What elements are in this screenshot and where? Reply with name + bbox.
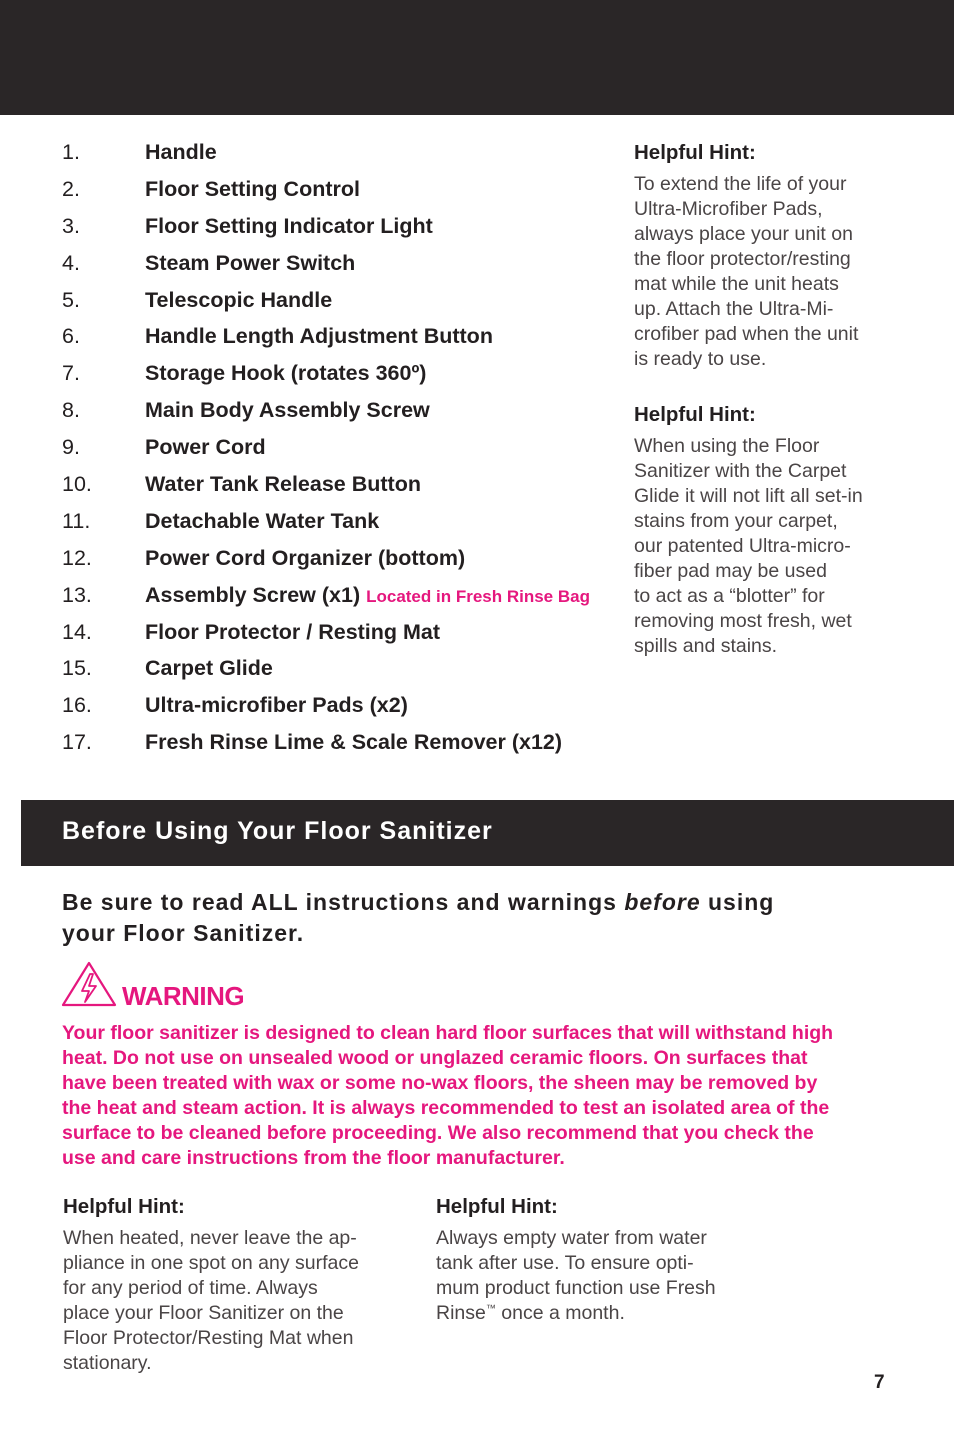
hint-text: To extend the life of your Ultra-Microfiber Pads, always place your unit on the floor protector/resting mat while the unit heats up. Attach the Ultra-Mi- crofiber pad when the unit is ready to use. — [634, 173, 859, 370]
list-item: 10. Water Tank Release Button — [62, 472, 421, 497]
list-item: 2. Floor Setting Control — [62, 176, 360, 201]
list-item: 14. Floor Protector / Resting Mat — [62, 619, 441, 644]
list-item: 15. Carpet Glide — [62, 656, 273, 681]
list-item: 5. Telescopic Handle — [62, 287, 333, 312]
header-bar — [0, 0, 954, 115]
section-header-bar — [21, 800, 954, 866]
intro-instructions: Be sure to read ALL instructions and warnings before using your Floor Sanitizer. — [62, 889, 775, 946]
part-note: Located in Fresh Rinse Bag — [366, 586, 590, 606]
helpful-hint-pads — [634, 141, 904, 372]
list-item: 6. Handle Length Adjustment Button — [62, 324, 493, 349]
warning-triangle-icon — [60, 960, 118, 1008]
list-item: 17. Fresh Rinse Lime & Scale Remover (x12) — [62, 730, 563, 755]
list-item: 13. Assembly Screw (x1) Located in Fresh Rinse Bag — [62, 582, 590, 607]
hint-text: When heated, never leave the ap- pliance in one spot on any surface for any period of time. Always place your Floor Sanitizer on the Floor Protector/Resting Mat when stationary. — [63, 1227, 359, 1374]
list-item: 8. Main Body Assembly Screw — [62, 398, 430, 423]
helpful-hint-carpet-glide — [634, 403, 904, 659]
list-item: 16. Ultra-microfiber Pads (x2) — [62, 693, 408, 718]
hint-title: Helpful Hint: — [634, 141, 756, 164]
list-item: 12. Power Cord Organizer (bottom) — [62, 545, 466, 570]
warning-text: Your floor sanitizer is designed to clean hard floor surfaces that will withstand high heat. Do not use on unsealed wood or unglazed ceramic floors. On surfaces that have been treated with wax or some no-wax floors, the sheen may be removed by the heat and steam action. It is always recommended to test an isolated area of the surface to be cleaned before proceeding. We also recommend that you check the use and care instructions from the floor manufacturer. — [62, 1022, 834, 1169]
list-item: 7. Storage Hook (rotates 360º) — [62, 361, 427, 386]
helpful-hint-water-tank — [436, 1195, 766, 1326]
hint-text: Always empty water from water tank after use. To ensure opti- mum product function use Fresh Rinse™ once a month. — [436, 1227, 716, 1324]
list-item: 1. Handle — [62, 140, 217, 164]
hint-text: When using the Floor Sanitizer with the Carpet Glide it will not lift all set-in stains from your carpet, our patented Ultra-micro- fiber pad may be used to act as a “blotter” for removing most fresh, wet spills and stains. — [634, 435, 863, 657]
list-item: 9. Power Cord — [62, 435, 266, 460]
trademark-symbol: ™ — [485, 1303, 496, 1315]
parts-list — [62, 136, 632, 763]
list-item: 11. Detachable Water Tank — [62, 508, 380, 533]
warning-title: WARNING — [122, 981, 245, 1011]
hint-title: Helpful Hint: — [634, 403, 756, 426]
hint-title: Helpful Hint: — [436, 1195, 558, 1218]
helpful-hint-heated — [63, 1195, 408, 1376]
hint-title: Helpful Hint: — [63, 1195, 185, 1218]
page-number: 7 — [874, 1372, 885, 1393]
section-title: Before Using Your Floor Sanitizer — [62, 817, 493, 845]
list-item: 4. Steam Power Switch — [62, 250, 356, 275]
list-item: 3. Floor Setting Indicator Light — [62, 213, 433, 238]
